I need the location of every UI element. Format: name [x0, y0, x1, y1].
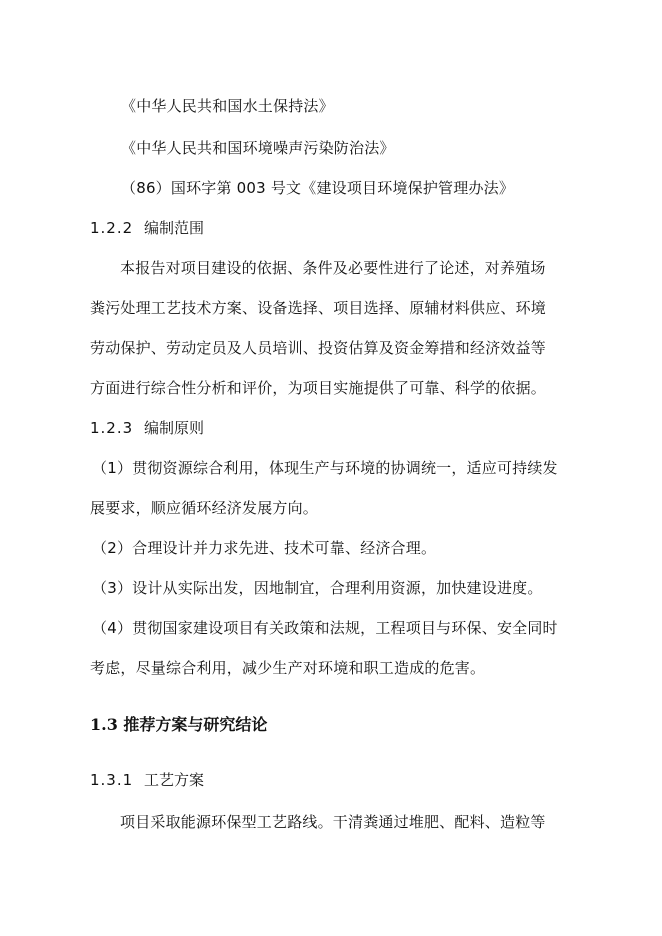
- major-section-heading: 1.3 推荐方案与研究结论: [90, 715, 268, 734]
- law-item: （86）国环字第 003 号文《建设项目环境保护管理办法》: [121, 179, 515, 197]
- principle-line: （4）贯彻国家建设项目有关政策和法规，工程项目与环保、安全同时: [92, 619, 558, 637]
- section-heading: [90, 418, 204, 438]
- principle-line: 考虑，尽量综合利用，减少生产对环境和职工造成的危害。: [90, 659, 486, 677]
- section-number: 1.2.2: [90, 219, 134, 237]
- principle-line: （1）贯彻资源综合利用，体现生产与环境的协调统一，适应可持续发: [92, 459, 558, 477]
- paragraph-line: 劳动保护、劳动定员及人员培训、投资估算及资金筹措和经济效益等: [90, 339, 547, 357]
- law-item: 《中华人民共和国环境噪声污染防治法》: [121, 139, 395, 157]
- principle-line: 展要求，顺应循环经济发展方向。: [90, 499, 319, 517]
- section-number: 1.2.3: [90, 419, 134, 437]
- section-heading: [90, 218, 204, 238]
- principle-line: （3）设计从实际出发，因地制宜，合理利用资源，加快建设进度。: [92, 579, 543, 597]
- section-title: 工艺方案: [144, 771, 205, 789]
- section-number: 1.3.1: [90, 771, 134, 789]
- section-title: 编制原则: [144, 419, 205, 437]
- section-title: 编制范围: [144, 219, 205, 237]
- paragraph-line: 本报告对项目建设的依据、条件及必要性进行了论述，对养殖场: [120, 259, 546, 277]
- paragraph-line: 项目采取能源环保型工艺路线。干清粪通过堆肥、配料、造粒等: [120, 813, 546, 831]
- paragraph-line: 粪污处理工艺技术方案、设备选择、项目选择、原辅材料供应、环境: [90, 299, 547, 317]
- paragraph-line: 方面进行综合性分析和评价，为项目实施提供了可靠、科学的依据。: [90, 379, 547, 397]
- principle-line: （2）合理设计并力求先进、技术可靠、经济合理。: [92, 539, 437, 557]
- section-heading: [90, 770, 204, 790]
- law-item: 《中华人民共和国水土保持法》: [121, 97, 334, 115]
